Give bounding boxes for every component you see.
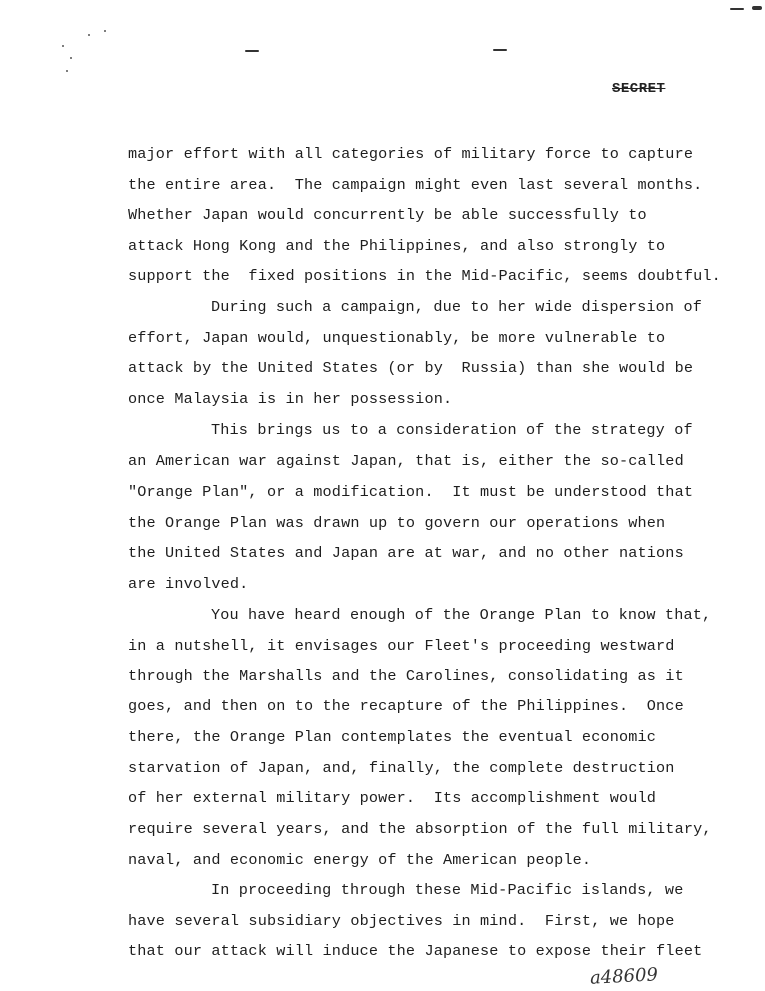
scan-speck: [104, 30, 106, 32]
text-line: of her external military power. Its accomplishment would: [128, 789, 657, 807]
scan-speck: [70, 57, 72, 59]
text-line: starvation of Japan, and, finally, the complete destruction: [128, 759, 675, 777]
text-line: Whether Japan would concurrently be able successfully to: [128, 206, 647, 224]
text-line: attack Hong Kong and the Philippines, and also strongly to: [128, 237, 666, 255]
text-line: major effort with all categories of military force to capture: [128, 145, 694, 163]
text-line: the Orange Plan was drawn up to govern our operations when: [128, 514, 666, 532]
paragraph-start-line: You have heard enough of the Orange Plan to know that,: [211, 606, 712, 624]
text-line: effort, Japan would, unquestionably, be more vulnerable to: [128, 329, 666, 347]
scan-mark: [245, 50, 259, 52]
text-line: an American war against Japan, that is, either the so-called: [128, 452, 684, 470]
text-line: the entire area. The campaign might even last several months.: [128, 176, 703, 194]
text-line: attack by the United States (or by Russia) than she would be: [128, 359, 694, 377]
text-line: are involved.: [128, 575, 249, 593]
text-line: through the Marshalls and the Carolines, consolidating as it: [128, 667, 684, 685]
scan-mark: [752, 6, 762, 10]
text-line: goes, and then on to the recapture of the Philippines. Once: [128, 697, 684, 715]
text-line: in a nutshell, it envisages our Fleet's proceeding westward: [128, 637, 675, 655]
scan-speck: [62, 45, 64, 47]
scan-mark: [730, 8, 744, 10]
text-line: naval, and economic energy of the American people.: [128, 851, 592, 869]
text-line: have several subsidiary objectives in mind. First, we hope: [128, 912, 675, 930]
text-line: the United States and Japan are at war, and no other nations: [128, 544, 684, 562]
paragraph-start-line: During such a campaign, due to her wide dispersion of: [211, 298, 702, 316]
handwritten-number: a48609: [589, 964, 659, 989]
text-line: that our attack will induce the Japanese to expose their fleet: [128, 942, 703, 960]
text-line: once Malaysia is in her possession.: [128, 390, 453, 408]
text-line: require several years, and the absorption of the full military,: [128, 820, 712, 838]
paragraph-start-line: In proceeding through these Mid-Pacific islands, we: [211, 881, 684, 899]
classification-stamp: SECRET: [612, 81, 666, 97]
scan-speck: [88, 34, 90, 36]
text-line: "Orange Plan", or a modification. It must be understood that: [128, 483, 694, 501]
text-line: support the fixed positions in the Mid-Pacific, seems doubtful.: [128, 267, 721, 285]
scan-speck: [66, 70, 68, 72]
scan-mark: [493, 49, 507, 51]
paragraph-start-line: This brings us to a consideration of the strategy of: [211, 421, 693, 439]
text-line: there, the Orange Plan contemplates the eventual economic: [128, 728, 657, 746]
